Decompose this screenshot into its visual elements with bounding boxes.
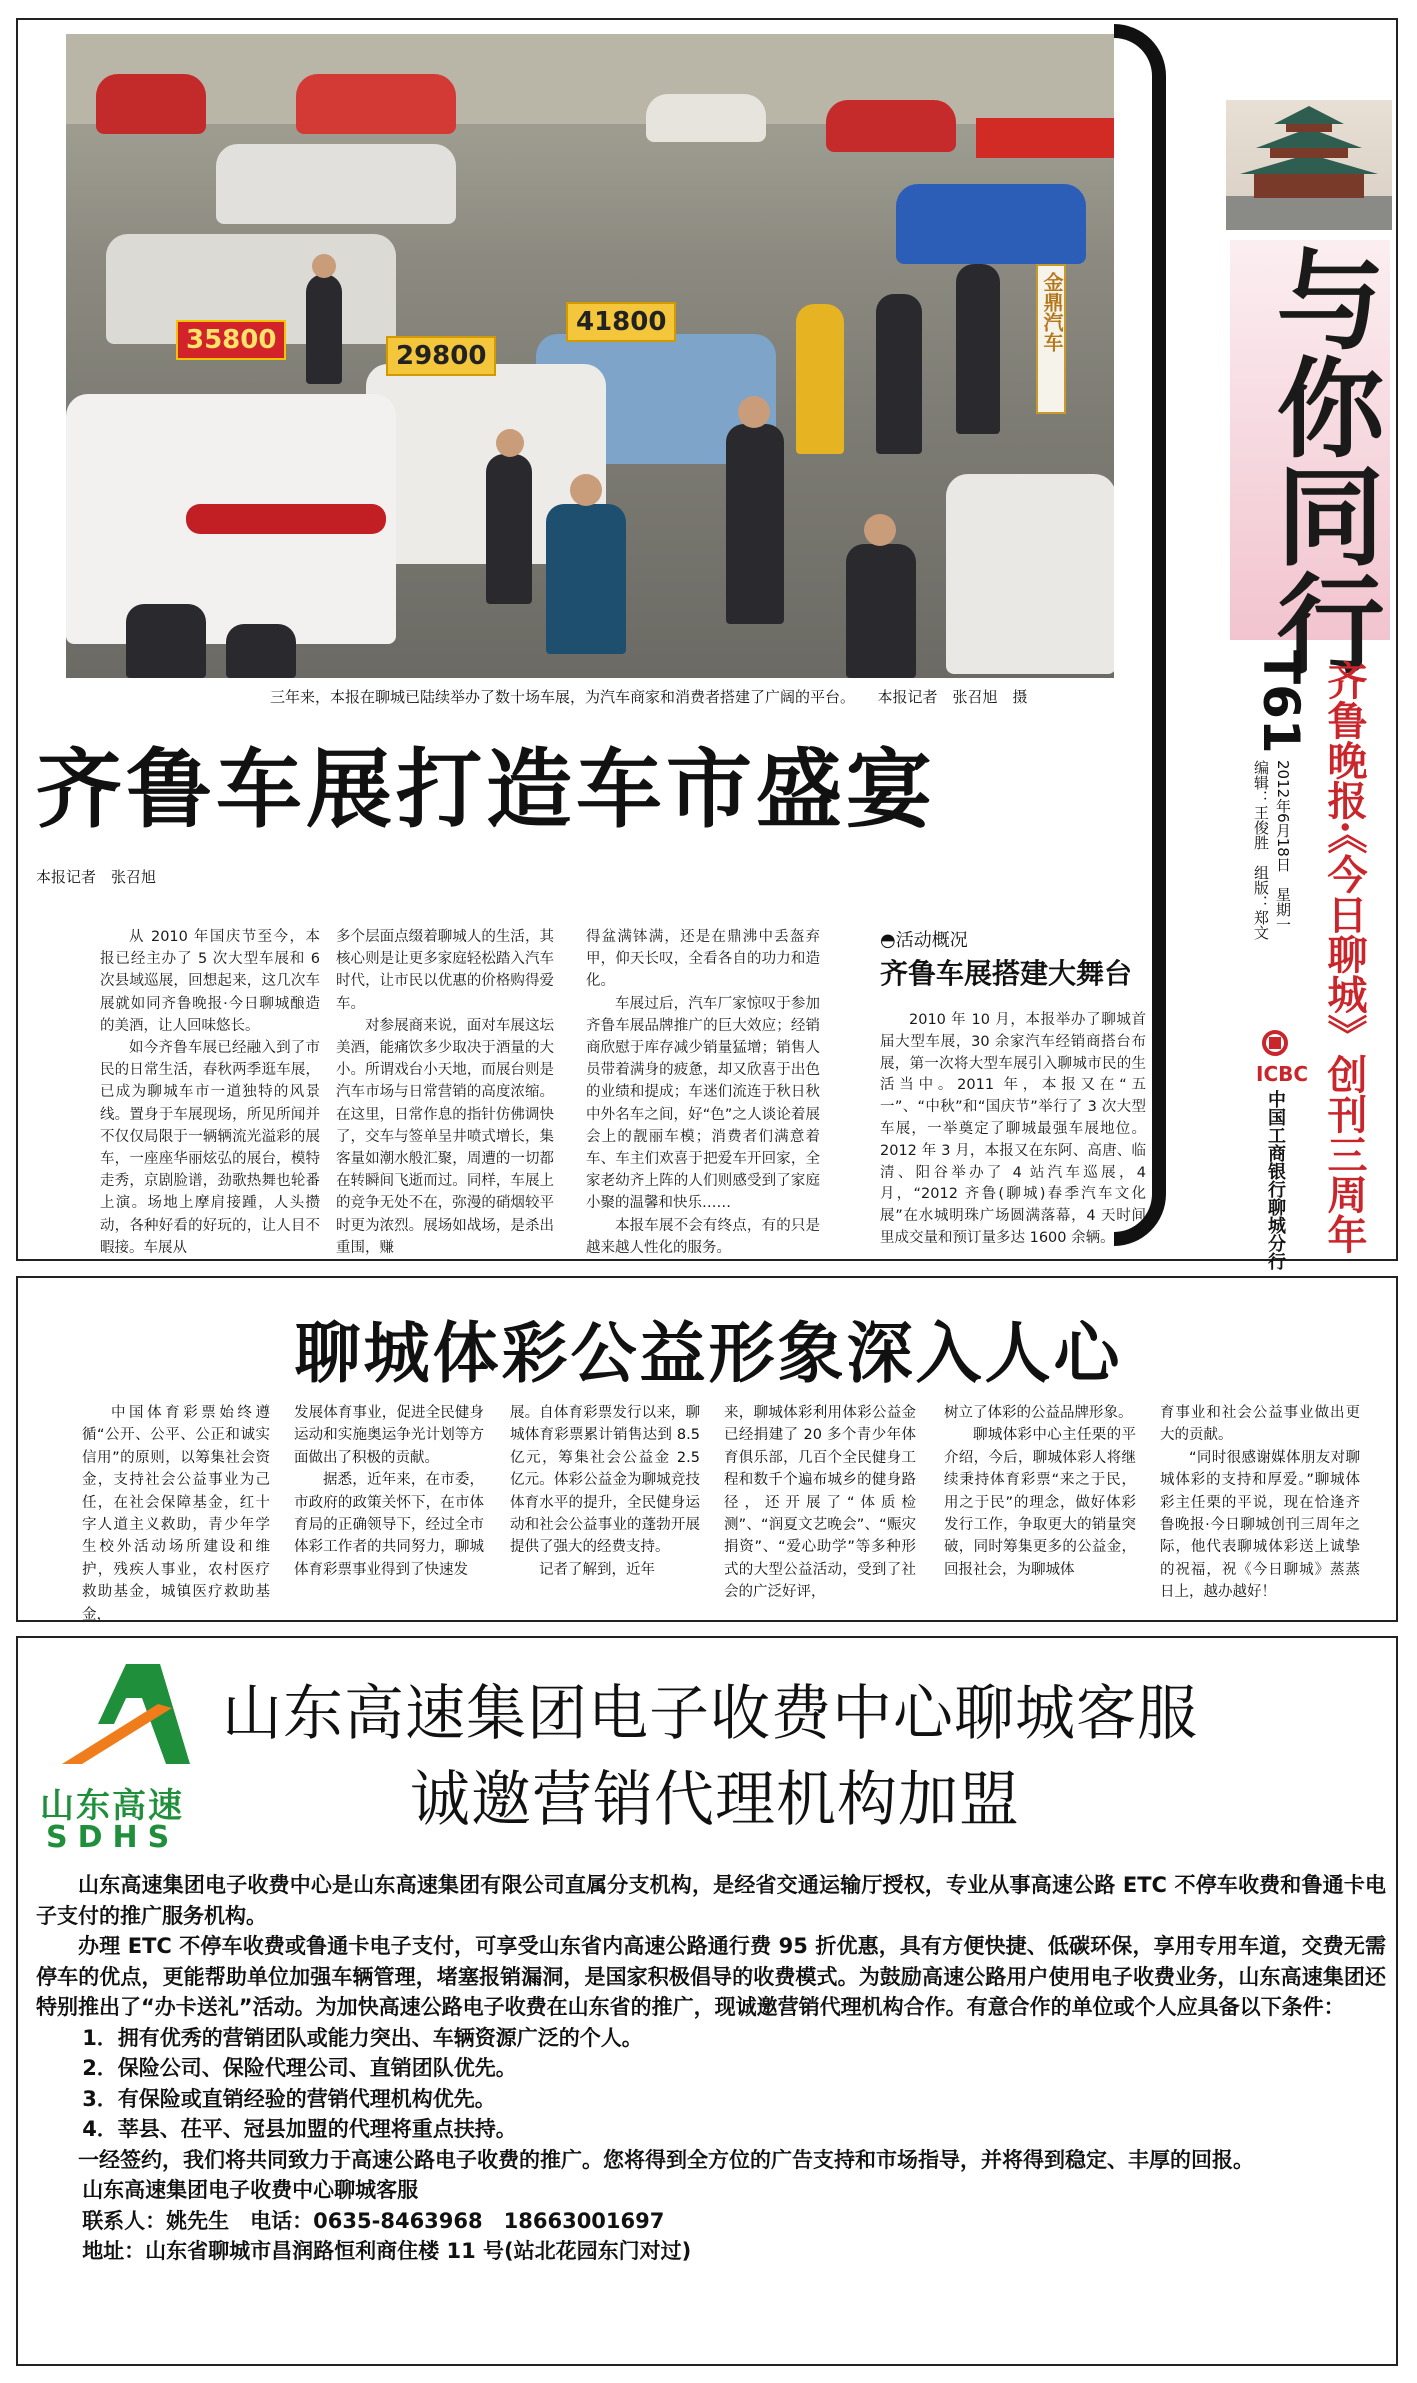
article-byline: 本报记者 张召旭 <box>36 868 157 886</box>
sponsor-name: 中国工商银行聊城分行 <box>1265 1090 1286 1270</box>
photo-person-head <box>312 254 336 278</box>
photo-person <box>226 624 296 678</box>
article-paragraph: 对参展商来说，面对车展这坛美酒，能痛饮多少取决于酒量的大小。所谓戏台小天地，而展台则是汽车市场与日常营销的高度浓缩。在这里，日常作息的指针仿佛调快了，交车与签单呈井喷式增长，集客量如潮水般汇聚，周遭的一切都在转瞬间飞逝而过。同样，车展上的竞争无处不在，弥漫的硝烟较平时更为浓烈。展场如战场，是杀出重围，赚 <box>336 1017 554 1256</box>
article-paragraph: 从 2010 年国庆节至今，本报已经主办了 5 次大型车展和 6 次县域巡展，回想起来，这几次车展就如同齐鲁晚报·今日聊城酿造的美酒，让人回味悠长。 <box>100 929 320 1034</box>
sidebox-label <box>880 926 968 952</box>
icbc-logo-text: ICBC <box>1256 1062 1309 1086</box>
photo-person <box>486 454 532 604</box>
photo-person <box>846 544 916 678</box>
lottery-paragraph: 树立了体彩的公益品牌形象。 <box>944 1405 1133 1421</box>
sidebox-label-text: 活动概况 <box>895 930 968 951</box>
sidebox-title: 齐鲁车展搭建大舞台 <box>880 957 1133 990</box>
photo-person <box>876 294 922 454</box>
decorative-bracket <box>1114 24 1166 1246</box>
article-paragraph: 本报车展不会有终点，有的只是越来越人性化的服务。 <box>586 1217 820 1256</box>
lottery-paragraph: 发展体育事业，促进全民健身运动和实施奥运争光计划等方面做出了积极的贡献。 <box>294 1405 484 1466</box>
lottery-headline: 聊城体彩公益形象深入人心 <box>294 1315 1123 1392</box>
ad-paragraph: 办理 ETC 不停车收费或鲁通卡电子支付，可享受山东省内高速公路通行费 95 折优惠，具有方便快捷、低碳环保，享用专用车道，交费无需停车的优点，更能帮助单位加强车辆管理，堵塞报销漏洞，是国家积极倡导的收费模式。为鼓励高速公路用户使用电子收费业务，山东高速集团还特别推出了“办卡送礼”活动。为加快高速公路电子收费在山东省的推广，现诚邀营销代理机构合作。有意合作的单位或个人应具备以下条件： <box>36 1934 1386 2019</box>
sidebox-body <box>880 1010 1146 1250</box>
photo-person-head <box>570 474 602 506</box>
photo-person-head <box>738 396 770 428</box>
photo-car <box>216 144 456 224</box>
photo-person <box>306 274 342 384</box>
article-paragraph: 车展过后，汽车厂家惊叹于参加齐鲁车展品牌推广的巨大效应；经销商欣慰于库存减少销量猛增；销售人员带着满身的疲惫，却又欣喜于出色的业绩和提成；车迷们流连于秋日秋中外名车之间，好“色”之人谈论着展会上的靓丽车模；消费者们满意着车、车主们欢喜于把爱车开回家，全家老幼齐上阵的人们则感受到了家庭小聚的温馨和快乐…… <box>586 995 820 1212</box>
column-title: 与你同行 <box>1258 244 1384 676</box>
lottery-paragraph: 中国体育彩票始终遵循“公开、公平、公正和诚实信用”的原则，以筹集社会资金，支持社会公益事业为己任，在社会保障基金，红十字人道主义救助，青少年学生校外活动场所建设和维护，残疾人事业，农村医疗救助基金，城镇医疗救助基金， <box>82 1405 270 1623</box>
ad-condition: 3．有保险或直销经验的营销代理机构优先。 <box>82 2086 496 2111</box>
editor-info <box>1250 760 1294 940</box>
photo-banner: 金鼎汽车 <box>1036 264 1066 414</box>
ad-contact-person: 联系人：姚先生 电话：0635-8463968 18663001697 <box>82 2208 665 2233</box>
lottery-paragraph: 来，聊城体彩利用体彩公益金已经捐建了 20 多个青少年体育俱乐部，几百个全民健身工程和数千个遍布城乡的健身路径，还开展了“体质检测”、“润夏文艺晚会”、“赈灾捐资”、“爱心助学”等多种形式的大型公益活动，受到了社会的广泛好评， <box>724 1405 916 1601</box>
pagoda-illustration <box>1226 100 1392 230</box>
anniversary-banner: 齐鲁晚报·《今日聊城》创刊三周年 <box>1321 660 1368 1254</box>
ad-closing: 一经签约，我们将共同致力于高速公路电子收费的推广。您将得到全方位的广告支持和市场指导，并将得到稳定、丰厚的回报。 <box>78 2147 1254 2172</box>
lottery-paragraph: “同时很感谢媒体朋友对聊城体彩的支持和厚爱。”聊城体彩主任栗的平说，现在恰逢齐鲁晚报·今日聊城创刊三周年之际，他代表聊城体彩送上诚挚的祝福，祝《今日聊城》蒸蒸日上，越办越好！ <box>1160 1449 1360 1601</box>
photo-person-head <box>864 514 896 546</box>
article-paragraph: 如今齐鲁车展已经融入到了市民的日常生活，春秋两季逛车展，已成为聊城车市一道独特的风景线。置身于车展现场，所见所闻并不仅仅局限于一辆辆流光溢彩的展车，一座座华丽炫弘的展台，模特走秀，京剧脸谱，劲歌热舞也轮番上演。场地上摩肩接踵，人头攒动，各种好看的好玩的，让人目不暇接。车展从 <box>100 1040 320 1256</box>
sidebox-paragraph: 2010 年 10 月，本报举办了聊城首届大型车展，30 余家汽车经销商搭台布展，第一次将大型车展引入聊城市民的生活当中。2011 年，本报又在“五一”、“中秋”和“国庆节”举行了 3 次大型车展，一举奠定了聊城最强车展地位。2012 年 3 月，本报又在东阿、高唐、临清、阳谷举办了 4 站汽车巡展，4 月，“2012 齐鲁(聊城)春季汽车文化展”在水城明珠广场圆满落幕，4 天时间里成交量和预订量多达 1600 余辆。 <box>880 1012 1146 1246</box>
photo-caption: 三年来，本报在聊城已陆续举办了数十场车展，为汽车商家和消费者搭建了广阔的平台。 本报记者 张召旭 摄 <box>270 688 1028 706</box>
photo-car-white <box>946 474 1114 674</box>
lottery-column-6 <box>1160 1402 1360 1604</box>
photo-price-tag: 41800 <box>566 302 676 342</box>
ad-condition: 4．莘县、茌平、冠县加盟的代理将重点扶持。 <box>82 2117 517 2141</box>
ad-paragraph: 山东高速集团电子收费中心是山东高速集团有限公司直属分支机构，是经省交通运输厅授权，专业从事高速公路 ETC 不停车收费和鲁通卡电子支付的推广服务机构。 <box>36 1873 1386 1928</box>
sdhs-logo-cn: 山东高速 <box>40 1786 184 1826</box>
lottery-paragraph: 聊城体彩中心主任栗的平介绍，今后，聊城体彩人将继续秉持体育彩票“来之于民，用之于民”的理念，做好体彩发行工作，争取更大的销量突破，同时筹集更多的公益金，回报社会，为聊城体 <box>944 1427 1136 1578</box>
auto-show-photo <box>66 34 1114 678</box>
lottery-paragraph: 据悉，近年来，在市委，市政府的政策关怀下，在市体育局的正确领导下，经过全市体彩工作者的共同努力，聊城体育彩票事业得到了快速发 <box>294 1472 484 1578</box>
ad-contact-address: 地址：山东省聊城市昌润路恒利商住楼 11 号(站北花园东门对过) <box>82 2239 692 2263</box>
sdhs-logo-en: SDHS <box>46 1820 180 1855</box>
photo-background <box>66 34 1114 124</box>
photo-person <box>126 604 206 678</box>
lottery-column-5 <box>944 1402 1136 1581</box>
sidebox-bullet-icon: ◓ <box>880 930 896 951</box>
page-number: T61 <box>1252 650 1310 754</box>
ad-body <box>36 1870 1386 2267</box>
sdhs-logo-icon <box>62 1664 190 1764</box>
icbc-logo-mark <box>1269 1037 1281 1049</box>
photo-person <box>956 264 1000 434</box>
photo-person <box>796 304 844 454</box>
ad-condition: 1．拥有优秀的营销团队或能力突出、车辆资源广泛的个人。 <box>82 2025 643 2050</box>
article-column-3 <box>586 926 820 1259</box>
lottery-paragraph: 育事业和社会公益事业做出更大的贡献。 <box>1160 1405 1360 1444</box>
photo-car <box>646 94 766 142</box>
ad-contact-org: 山东高速集团电子收费中心聊城客服 <box>82 2178 419 2202</box>
photo-person <box>726 424 784 624</box>
editor-line: 编辑：王俊胜 组版：郑文 <box>1252 760 1270 940</box>
ad-headline-1: 山东高速集团电子收费中心聊城客服 <box>222 1679 1198 1749</box>
lottery-paragraph: 记者了解到，近年 <box>539 1561 655 1578</box>
article-column-2 <box>336 926 554 1259</box>
lottery-column-2 <box>294 1402 484 1581</box>
lottery-column-4 <box>724 1402 916 1604</box>
photo-car-blue <box>896 184 1086 264</box>
photo-car <box>826 100 956 152</box>
article-paragraph: 多个层面点缀着聊城人的生活，其核心则是让更多家庭轻松踏入汽车时代，让市民以优惠的价格购得爱车。 <box>336 929 554 1012</box>
article-headline: 齐鲁车展打造车市盛宴 <box>36 740 936 840</box>
pagoda-icon <box>1226 100 1392 230</box>
ad-headline-2: 诚邀营销代理机构加盟 <box>410 1765 1020 1835</box>
lottery-column-1 <box>82 1402 270 1626</box>
photo-person <box>546 504 626 654</box>
photo-price-tag: 35800 <box>176 320 286 360</box>
ad-condition: 2．保险公司、保险代理公司、直销团队优先。 <box>82 2056 517 2080</box>
lottery-column-3 <box>510 1402 700 1581</box>
article-column-1 <box>100 926 320 1259</box>
photo-red-ribbon <box>186 504 386 534</box>
photo-car <box>296 74 456 134</box>
article-paragraph: 得盆满钵满，还是在鼎沸中丢盔弃甲，仰天长叹，全看各自的功力和造化。 <box>586 929 820 990</box>
photo-tent <box>976 118 1114 158</box>
photo-person-head <box>496 429 524 457</box>
photo-price-tag: 29800 <box>386 336 496 376</box>
photo-car <box>96 74 206 134</box>
lottery-paragraph: 展。自体育彩票发行以来，聊城体育彩票累计销售达到 8.5 亿元，筹集社会公益金 2.5 亿元。体彩公益金为聊城竞技体育水平的提升，全民健身运动和社会公益事业的蓬勃开展提供了强大的经费支持。 <box>510 1405 700 1556</box>
date-line: 2012年6月18日 星期一 <box>1274 760 1292 932</box>
